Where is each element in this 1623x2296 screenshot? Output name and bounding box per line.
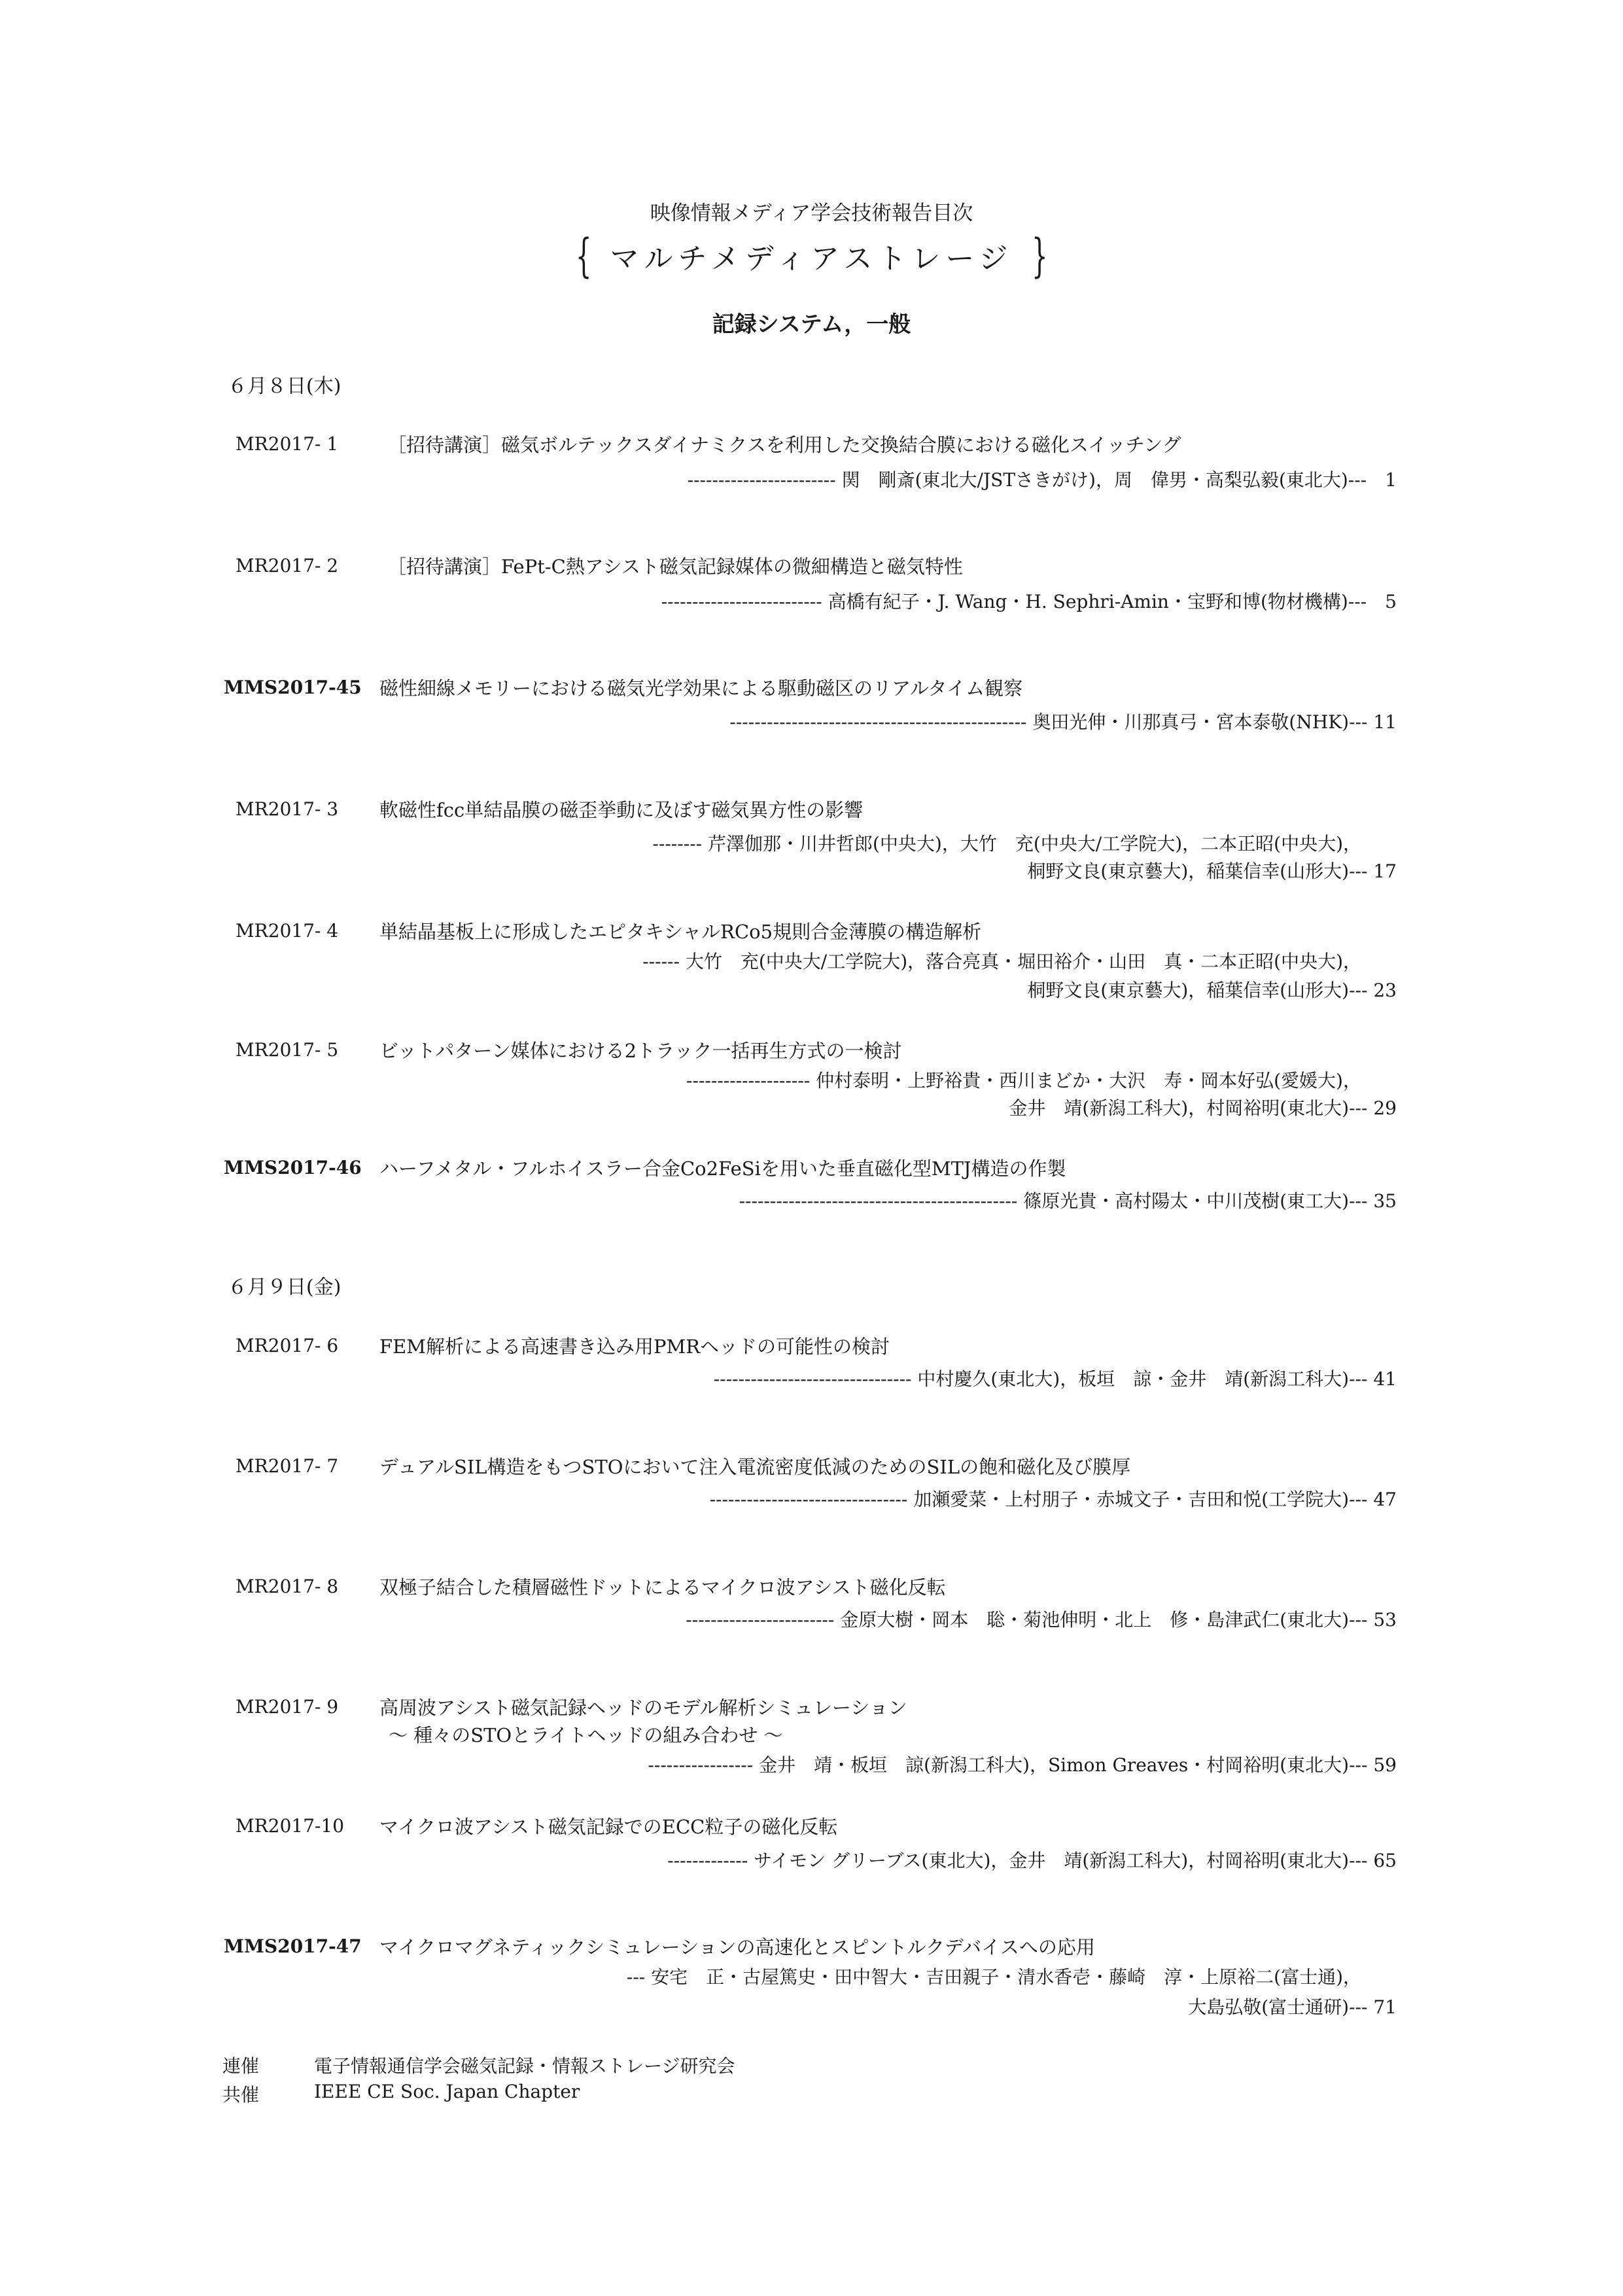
entry-title: マイクロ波アシスト磁気記録でのECC粒子の磁化反転 (379, 1816, 838, 1838)
entry-authors: ------ 大竹 充(中央大/工学院大)，落合亮真・堀田裕介・山田 真・二本正昭(中央大)， (642, 951, 1361, 972)
entry-title: 磁性細線メモリーにおける磁気光学効果による駆動磁区のリアルタイム観察 (379, 677, 1023, 699)
co-value: 電子情報通信学会磁気記録・情報ストレージ研究会 (314, 2055, 735, 2077)
entry-authors: ----------------- 金井 靖・板垣 諒(新潟工科大)，Simon Greaves・村岡裕明(東北大)--- 59 (648, 1754, 1397, 1776)
entry-authors: ------------------------------------------------ 奥田光伸・川那真弓・宮本泰敬(NHK)--- 11 (729, 711, 1397, 733)
entry-title: 軟磁性fcc単結晶膜の磁歪挙動に及ぼす磁気異方性の影響 (379, 799, 864, 821)
entry-authors-cont: 大島弘敬(富士通研)--- 71 (1188, 1996, 1397, 2018)
entry-authors: -------------------- 仲村泰明・上野裕貴・西川まどか・大沢 寿・岡本好弘(愛媛大)， (686, 1070, 1361, 1091)
entry-code: MR2017- 2 (236, 555, 339, 576)
entry-title: ［招待講演］FePt-C熱アシスト磁気記録媒体の微細構造と磁気特性 (387, 556, 963, 578)
entry-code: MR2017-10 (236, 1815, 345, 1837)
entry-authors: -------------------------------- 加瀬愛菜・上村朋子・赤城文子・吉田和悦(工学院大)--- 47 (709, 1489, 1397, 1510)
entry-code: MR2017- 6 (236, 1335, 339, 1356)
entry-code: MMS2017-46 (224, 1157, 362, 1178)
entry-authors-cont: 金井 靖(新潟工科大)，村岡裕明(東北大)--- 29 (1009, 1097, 1397, 1119)
entry-authors: --- 安宅 正・古屋篤史・田中智大・吉田親子・清水香壱・藤崎 淳・上原裕二(富士通)， (626, 1966, 1361, 1988)
entry-code: MR2017- 9 (236, 1696, 339, 1718)
entry-code: MR2017- 4 (236, 920, 339, 942)
co-label: 連催 (222, 2055, 260, 2077)
entry-title: 単結晶基板上に形成したエピタキシャルRCo5規則合金薄膜の構造解析 (379, 921, 982, 943)
entry-title: FEM解析による高速書き込み用PMRヘッドの可能性の検討 (379, 1335, 890, 1358)
sponsor-label: 共催 (222, 2084, 260, 2106)
entry-code: MR2017- 8 (236, 1576, 339, 1597)
entry-authors: ------------------------ 金原大樹・岡本 聡・菊池伸明・北上 修・島津武仁(東北大)--- 53 (686, 1609, 1397, 1631)
entry-code: MMS2017-45 (224, 677, 362, 698)
entry-code: MR2017- 7 (236, 1455, 339, 1477)
section-title: 記録システム，一般 (712, 311, 911, 338)
right-brace: } (1031, 229, 1048, 283)
entry-title: マイクロマグネティックシミュレーションの高速化とスピントルクデバイスへの応用 (379, 1936, 1095, 1958)
date-day2: ６月９日(金) (228, 1276, 341, 1299)
subtitle-row (0, 229, 1623, 283)
entry-code: MR2017- 3 (236, 798, 339, 820)
entry-authors: -------------------------- 高橋有紀子・J. Wang・H. Sephri-Amin・宝野和博(物材機構)--- 5 (661, 591, 1397, 612)
date-day1: ６月８日(木) (228, 375, 341, 398)
entry-title: デュアルSIL構造をもつSTOにおいて注入電流密度低減のためのSILの飽和磁化及び膜厚 (379, 1456, 1131, 1478)
entry-authors: --------------------------------------------- 篠原光貴・高村陽太・中川茂樹(東工大)--- 35 (739, 1190, 1397, 1212)
entry-authors-cont: 桐野文良(東京藝大)，稲葉信幸(山形大)--- 23 (1027, 980, 1397, 1001)
entry-title: ビットパターン媒体における2トラック一括再生方式の一検討 (379, 1040, 902, 1062)
sponsor-value: IEEE CE Soc. Japan Chapter (314, 2081, 580, 2102)
entry-authors: ------------- サイモン グリーブス(東北大)，金井 靖(新潟工科大)，村岡裕明(東北大)--- 65 (667, 1850, 1397, 1871)
entry-authors-cont: 桐野文良(東京藝大)，稲葉信幸(山形大)--- 17 (1027, 860, 1397, 882)
entry-title: ［招待講演］磁気ボルテックスダイナミクスを利用した交換結合膜における磁化スイッチング (387, 434, 1181, 456)
entry-code: MR2017- 1 (236, 433, 339, 455)
entry-title: 双極子結合した積層磁性ドットによるマイクロ波アシスト磁化反転 (379, 1576, 946, 1598)
left-brace: { (575, 229, 592, 283)
entry-code: MMS2017-47 (224, 1935, 362, 1957)
entry-title: ハーフメタル・フルホイスラー合金Co2FeSiを用いた垂直磁化型MTJ構造の作製 (379, 1157, 1066, 1180)
entry-title: 高周波アシスト磁気記録ヘッドのモデル解析シミュレーション (379, 1697, 907, 1719)
subtitle: マルチメディアストレージ (610, 242, 1013, 275)
entry-authors: -------- 芹澤伽那・川井哲郎(中央大)，大竹 充(中央大/工学院大)，二本正昭(中央大)， (652, 833, 1361, 855)
entry-subtitle: ～ 種々のSTOとライトヘッドの組み合わせ ～ (389, 1724, 783, 1746)
entry-code: MR2017- 5 (236, 1039, 339, 1061)
report-heading: 映像情報メディア学会技術報告目次 (650, 202, 973, 225)
entry-authors: ------------------------ 関 剛斎(東北大/JSTさきがけ)，周 偉男・高梨弘毅(東北大)--- 1 (687, 469, 1397, 491)
entry-authors: -------------------------------- 中村慶久(東北大)，板垣 諒・金井 靖(新潟工科大)--- 41 (713, 1368, 1397, 1390)
